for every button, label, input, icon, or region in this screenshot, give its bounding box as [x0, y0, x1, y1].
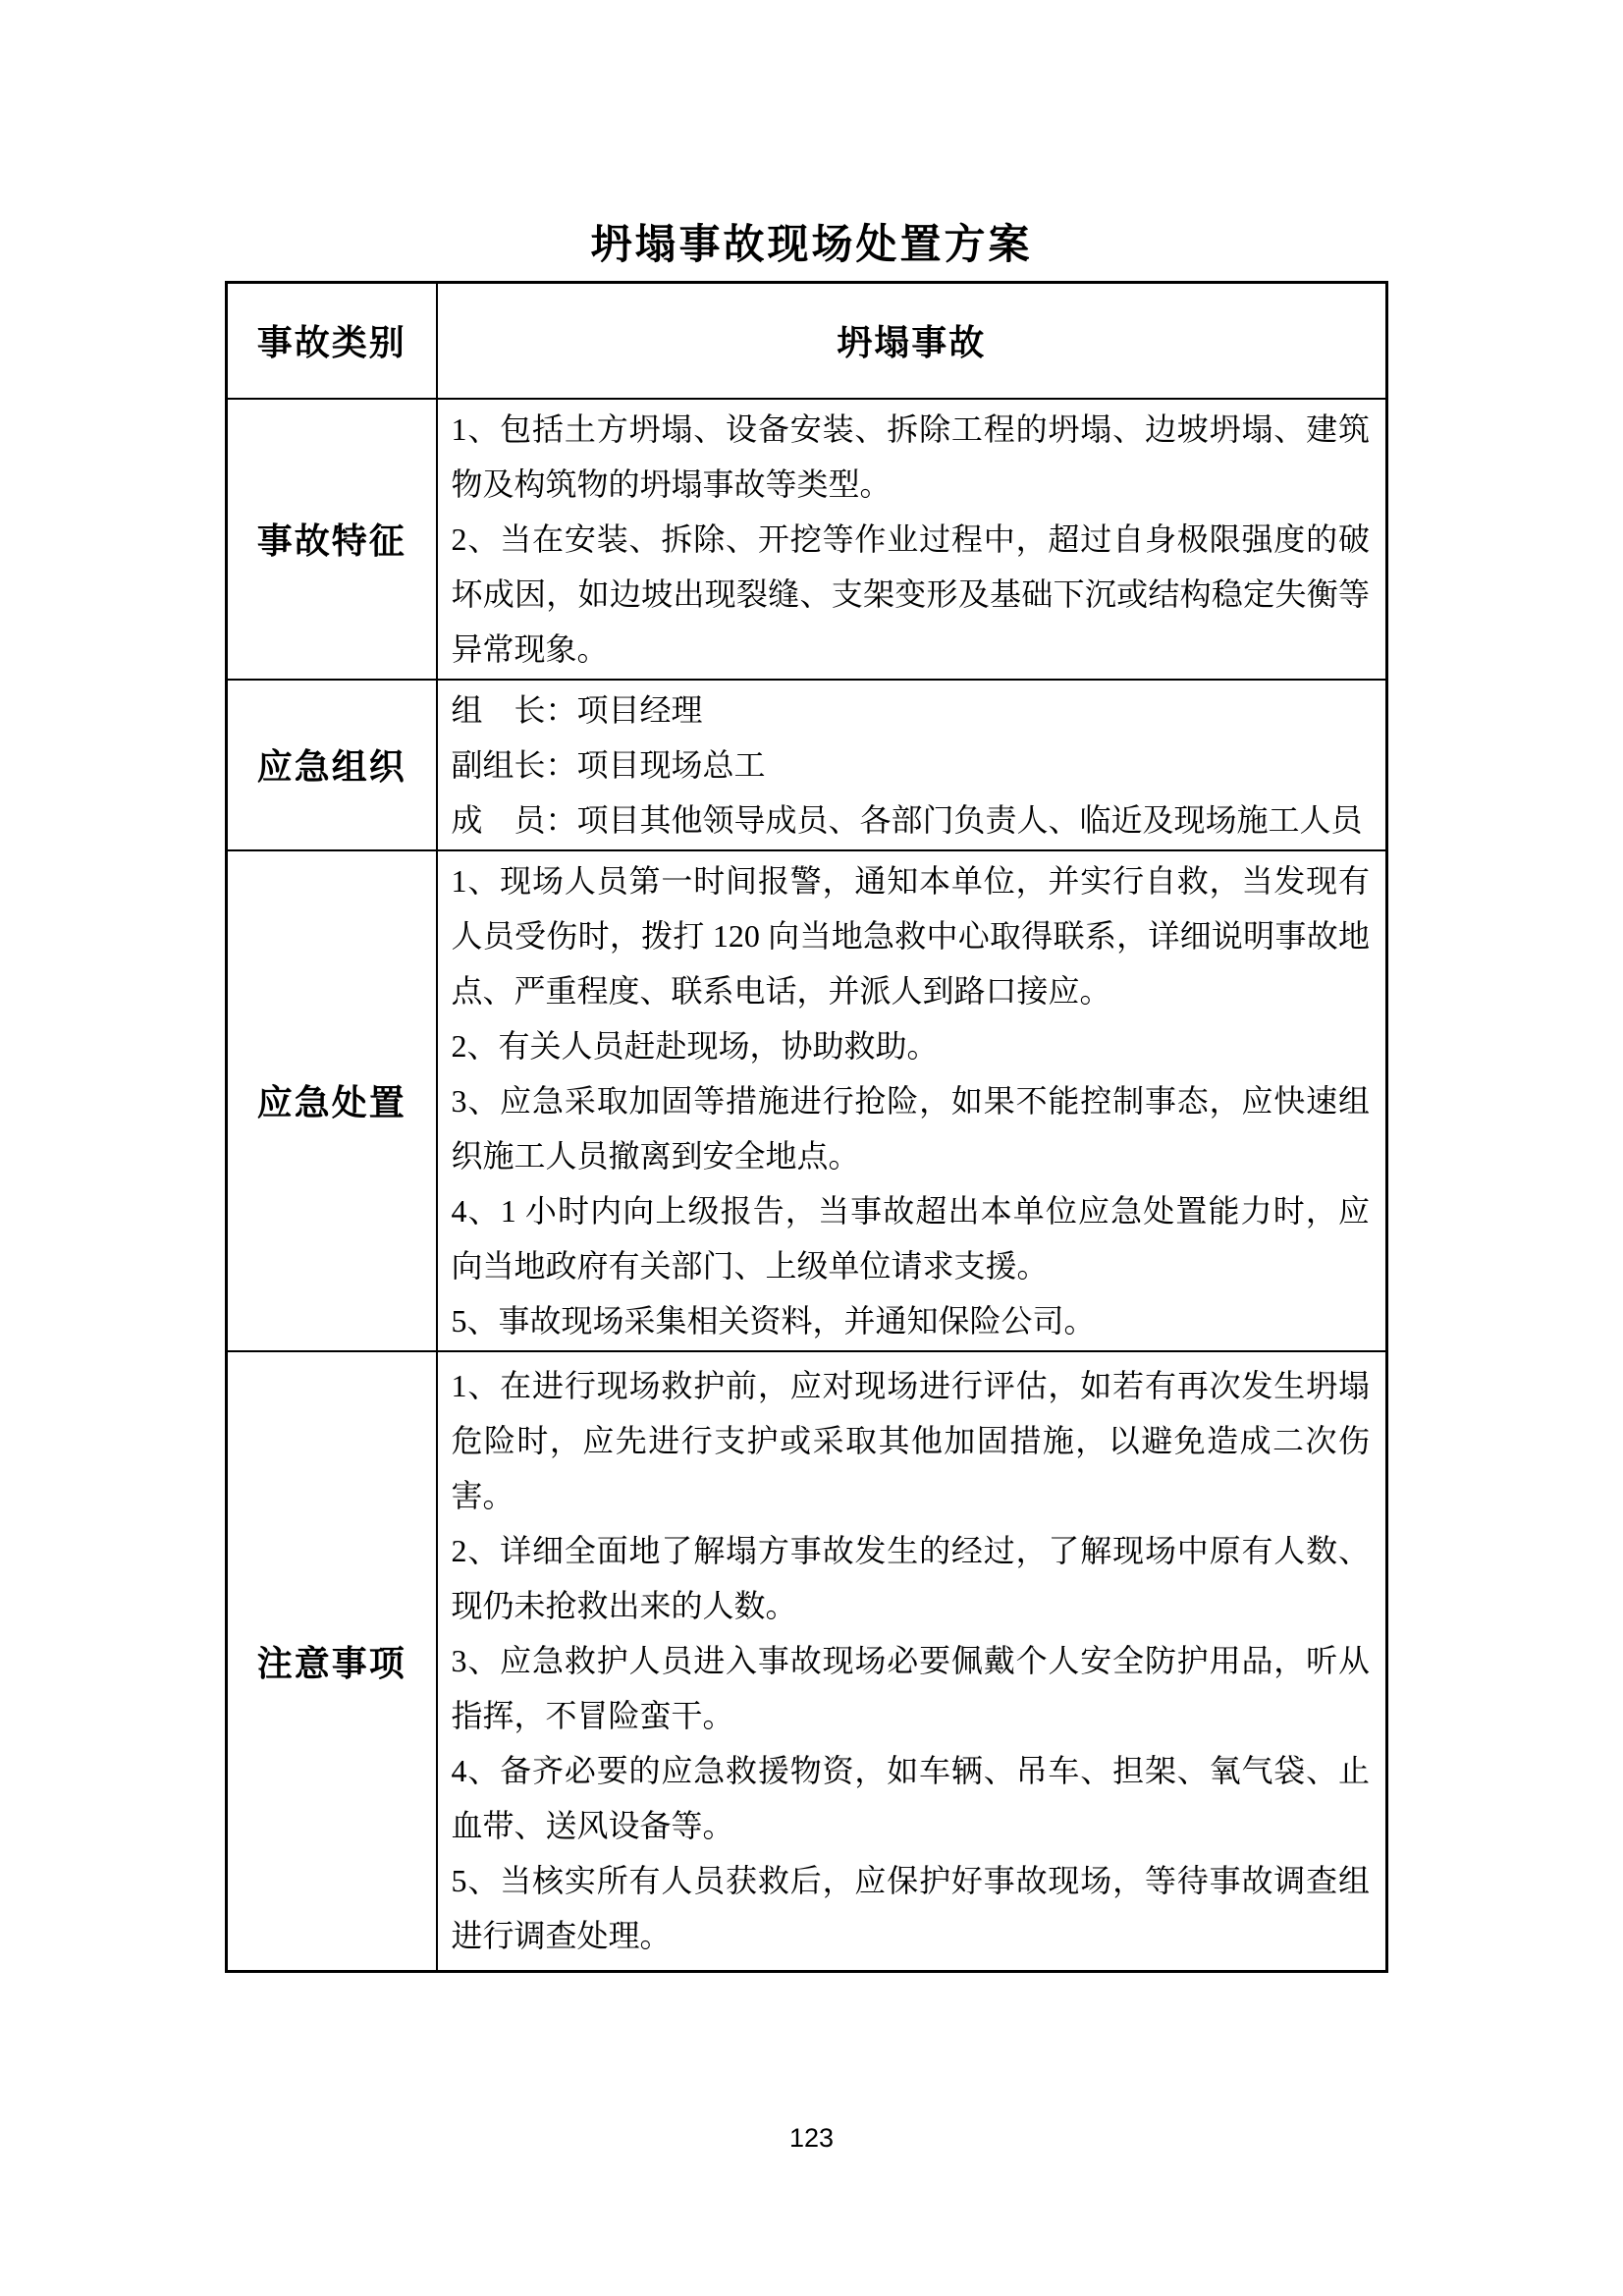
- cell-emergency-organization-text: [437, 680, 1387, 850]
- emergency-plan-table: [225, 281, 1388, 1973]
- row-label-emergency-response: 应急处置: [227, 850, 437, 1351]
- paragraph: 3、应急采取加固等措施进行抢险，如果不能控制事态，应快速组织施工人员撤离到安全地点。: [451, 1082, 1370, 1174]
- table-row-emergency-organization: [227, 680, 1387, 850]
- paragraph: 1、在进行现场救护前，应对现场进行评估，如若有再次发生坍塌危险时，应先进行支护或采取其他加固措施，以避免造成二次伤害。: [451, 1368, 1370, 1514]
- paragraph: 1、现场人员第一时间报警，通知本单位，并实行自救，当发现有人员受伤时，拨打 120 向当地急救中心取得联系，详细说明事故地点、严重程度、联系电话，并派人到路口接应。: [451, 862, 1370, 1009]
- paragraph: 5、当核实所有人员获救后，应保护好事故现场，等待事故调查组进行调查处理。: [451, 1863, 1370, 1954]
- row-label-accident-features: 事故特征: [227, 399, 437, 680]
- paragraph: 2、当在安装、拆除、开挖等作业过程中，超过自身极限强度的破坏成因，如边坡出现裂缝、支架变形及基础下沉或结构稳定失衡等异常现象。: [451, 520, 1370, 667]
- table-row-precautions: [227, 1351, 1387, 1972]
- paragraph: 5、事故现场采集相关资料，并通知保险公司。: [451, 1302, 1096, 1339]
- row-label-precautions: 注意事项: [227, 1351, 437, 1972]
- page-title: 坍塌事故现场处置方案: [590, 223, 1033, 268]
- table-row-emergency-response: [227, 850, 1387, 1351]
- paragraph: 成 员：项目其他领导成员、各部门负责人、临近及现场施工人员: [451, 801, 1363, 838]
- paragraph: 副组长：项目现场总工: [451, 746, 766, 783]
- cell-precautions-text: [437, 1351, 1387, 1972]
- cell-emergency-response-text: [437, 850, 1387, 1351]
- table-row-accident-features: [227, 399, 1387, 680]
- cell-accident-category-value: 坍塌事故: [437, 283, 1387, 399]
- paragraph: 组 长：项目经理: [451, 691, 703, 728]
- paragraph: 4、1 小时内向上级报告，当事故超出本单位应急处置能力时，应向当地政府有关部门、上级单位请求支援。: [451, 1192, 1370, 1284]
- paragraph: 2、详细全面地了解塌方事故发生的经过，了解现场中原有人数、现仍未抢救出来的人数。: [451, 1533, 1370, 1624]
- paragraph: 3、应急救护人员进入事故现场必要佩戴个人安全防护用品，听从指挥，不冒险蛮干。: [451, 1643, 1370, 1734]
- paragraph: 2、有关人员赶赴现场，协助救助。: [451, 1027, 939, 1064]
- page-number: 123: [788, 2123, 835, 2153]
- table-row-accident-category: [227, 283, 1387, 399]
- cell-accident-features-text: [437, 399, 1387, 680]
- row-label-accident-category: 事故类别: [227, 283, 437, 399]
- paragraph: 1、包括土方坍塌、设备安装、拆除工程的坍塌、边坡坍塌、建筑物及构筑物的坍塌事故等类型。: [451, 410, 1370, 502]
- paragraph: 4、备齐必要的应急救援物资，如车辆、吊车、担架、氧气袋、止血带、送风设备等。: [451, 1753, 1370, 1844]
- row-label-emergency-organization: 应急组织: [227, 680, 437, 850]
